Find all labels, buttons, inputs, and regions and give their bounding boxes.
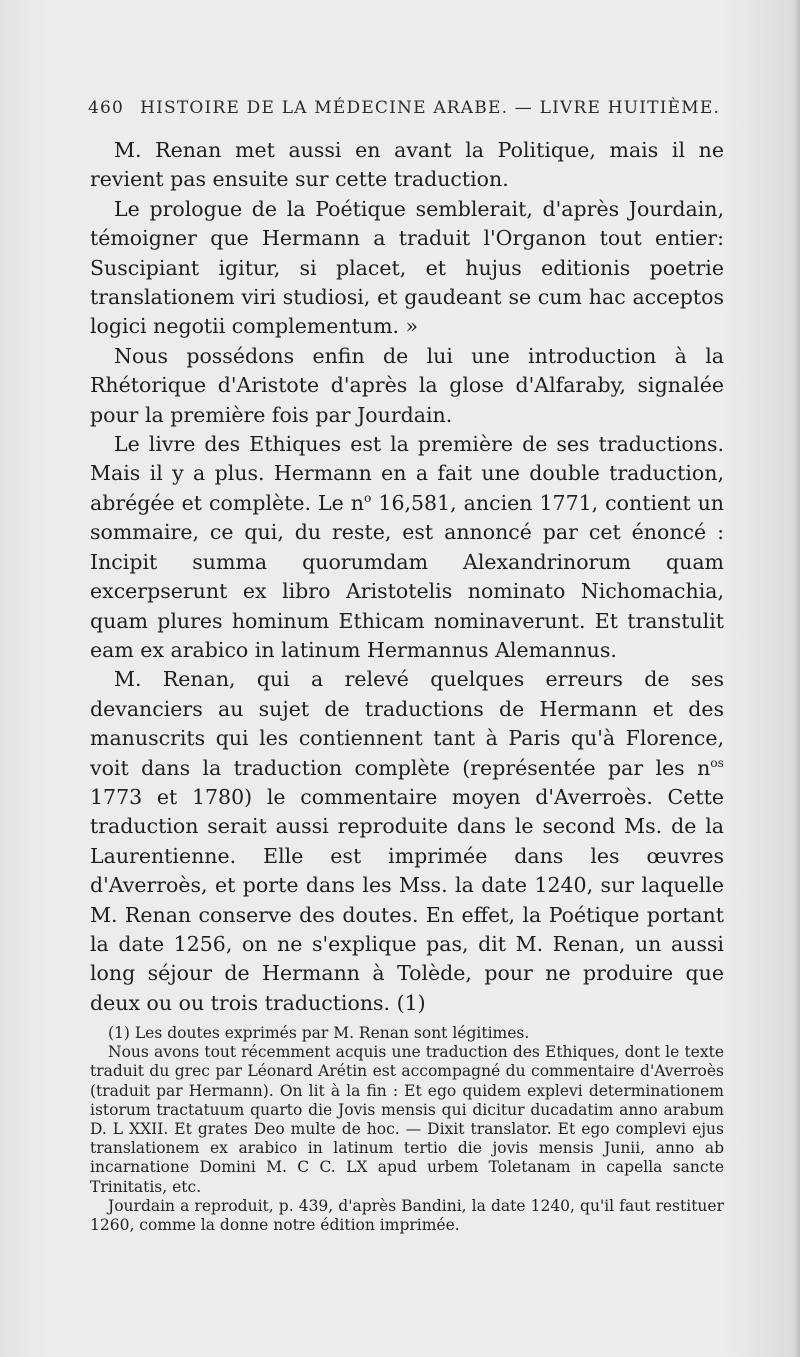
running-title: HISTOIRE DE LA MÉDECINE ARABE. — LIVRE HUITIÈME. xyxy=(140,98,721,118)
paragraph-5-part-b: 1773 et 1780) le commentaire moyen d'Averroès. Cette traduction serait aussi reproduite dans le second Ms. de la Laurentienne. Elle est imprimée dans les œuvres d'Averroès, et porte dans les Mss. la date 1240, sur laquelle M. Renan conserve des doutes. En effet, la Poétique portant la date 1256, on ne s'explique pas, dit M. Renan, un aussi long séjour de Hermann à Tolède, pour ne produire que deux ou ou trois traductions. (1) xyxy=(90,784,724,1015)
footnote-2: Nous avons tout récemment acquis une traduction des Ethiques, dont le texte traduit du grec par Léonard Arétin est accompagné du commentaire d'Averroès (traduit par Hermann). On lit à la fin : Et ego quidem explevi determinationem istorum tractatuum quarto die Jovis mensis qui dicitur ducadatim anno arabum D. L XXII. Et grates Deo multe de hoc. — Dixit translator. Et ego complevi ejus translationem ex arabico in latinum tertio die jovis mensis Junii, anno ab incarnatione Domini M. C C. LX apud urbem Toletanam in capella sancte Trinitatis, etc. xyxy=(90,1043,724,1196)
running-head xyxy=(88,98,720,118)
paragraph-4 xyxy=(90,430,724,665)
footnote-3: Jourdain a reproduit, p. 439, d'après Bandini, la date 1240, qu'il faut restituer 1260, comme la donne notre édition imprimée. xyxy=(90,1196,724,1235)
paragraph-4-part-a: Le livre des Ethiques est la première de ses traductions. Mais il y a plus. Hermann en a fait une double traduction, abrégée et complète. Le n xyxy=(90,432,724,515)
footnotes xyxy=(90,1024,724,1235)
page-number: 460 xyxy=(88,98,125,118)
ordinal-sup: o xyxy=(364,491,372,506)
footnote-1: (1) Les doutes exprimés par M. Renan sont légitimes. xyxy=(108,1024,530,1042)
main-text xyxy=(90,136,724,1018)
paragraph-3: Nous possédons enfin de lui une introduction à la Rhétorique d'Aristote d'après la glose d'Alfaraby, signalée pour la première fois par Jourdain. xyxy=(90,343,724,427)
ordinal-sup: os xyxy=(710,755,724,770)
paragraph-5 xyxy=(90,665,724,1018)
paragraph-4-part-b: 16,581, ancien 1771, contient un sommaire, ce qui, du reste, est annoncé par cet énoncé : Incipit summa quorumdam Alexandrinorum quam excerpserunt ex libro Aristotelis nominato Nichomachia, quam plures hominum Ethicam nominaverunt. Et transtulit eam ex arabico in latinum Hermannus Alemannus. xyxy=(90,490,724,662)
paragraph-1: M. Renan met aussi en avant la Politique, mais il ne revient pas ensuite sur cette traduction. xyxy=(90,138,724,192)
paragraph-2: Le prologue de la Poétique semblerait, d'après Jourdain, témoigner que Hermann a traduit l'Organon tout entier: Suscipiant igitur, si placet, et hujus editionis poetrie translationem viri studiosi, et gaudeant se cum hac acceptos logici negotii complementum. » xyxy=(90,196,724,339)
page-edge-shadow xyxy=(794,0,800,1357)
paragraph-5-part-a: M. Renan, qui a relevé quelques erreurs de ses devanciers au sujet de traductions de Hermann et des manuscrits qui les contiennent tant à Paris qu'à Florence, voit dans la traduction complète (représentée par les n xyxy=(90,667,724,780)
